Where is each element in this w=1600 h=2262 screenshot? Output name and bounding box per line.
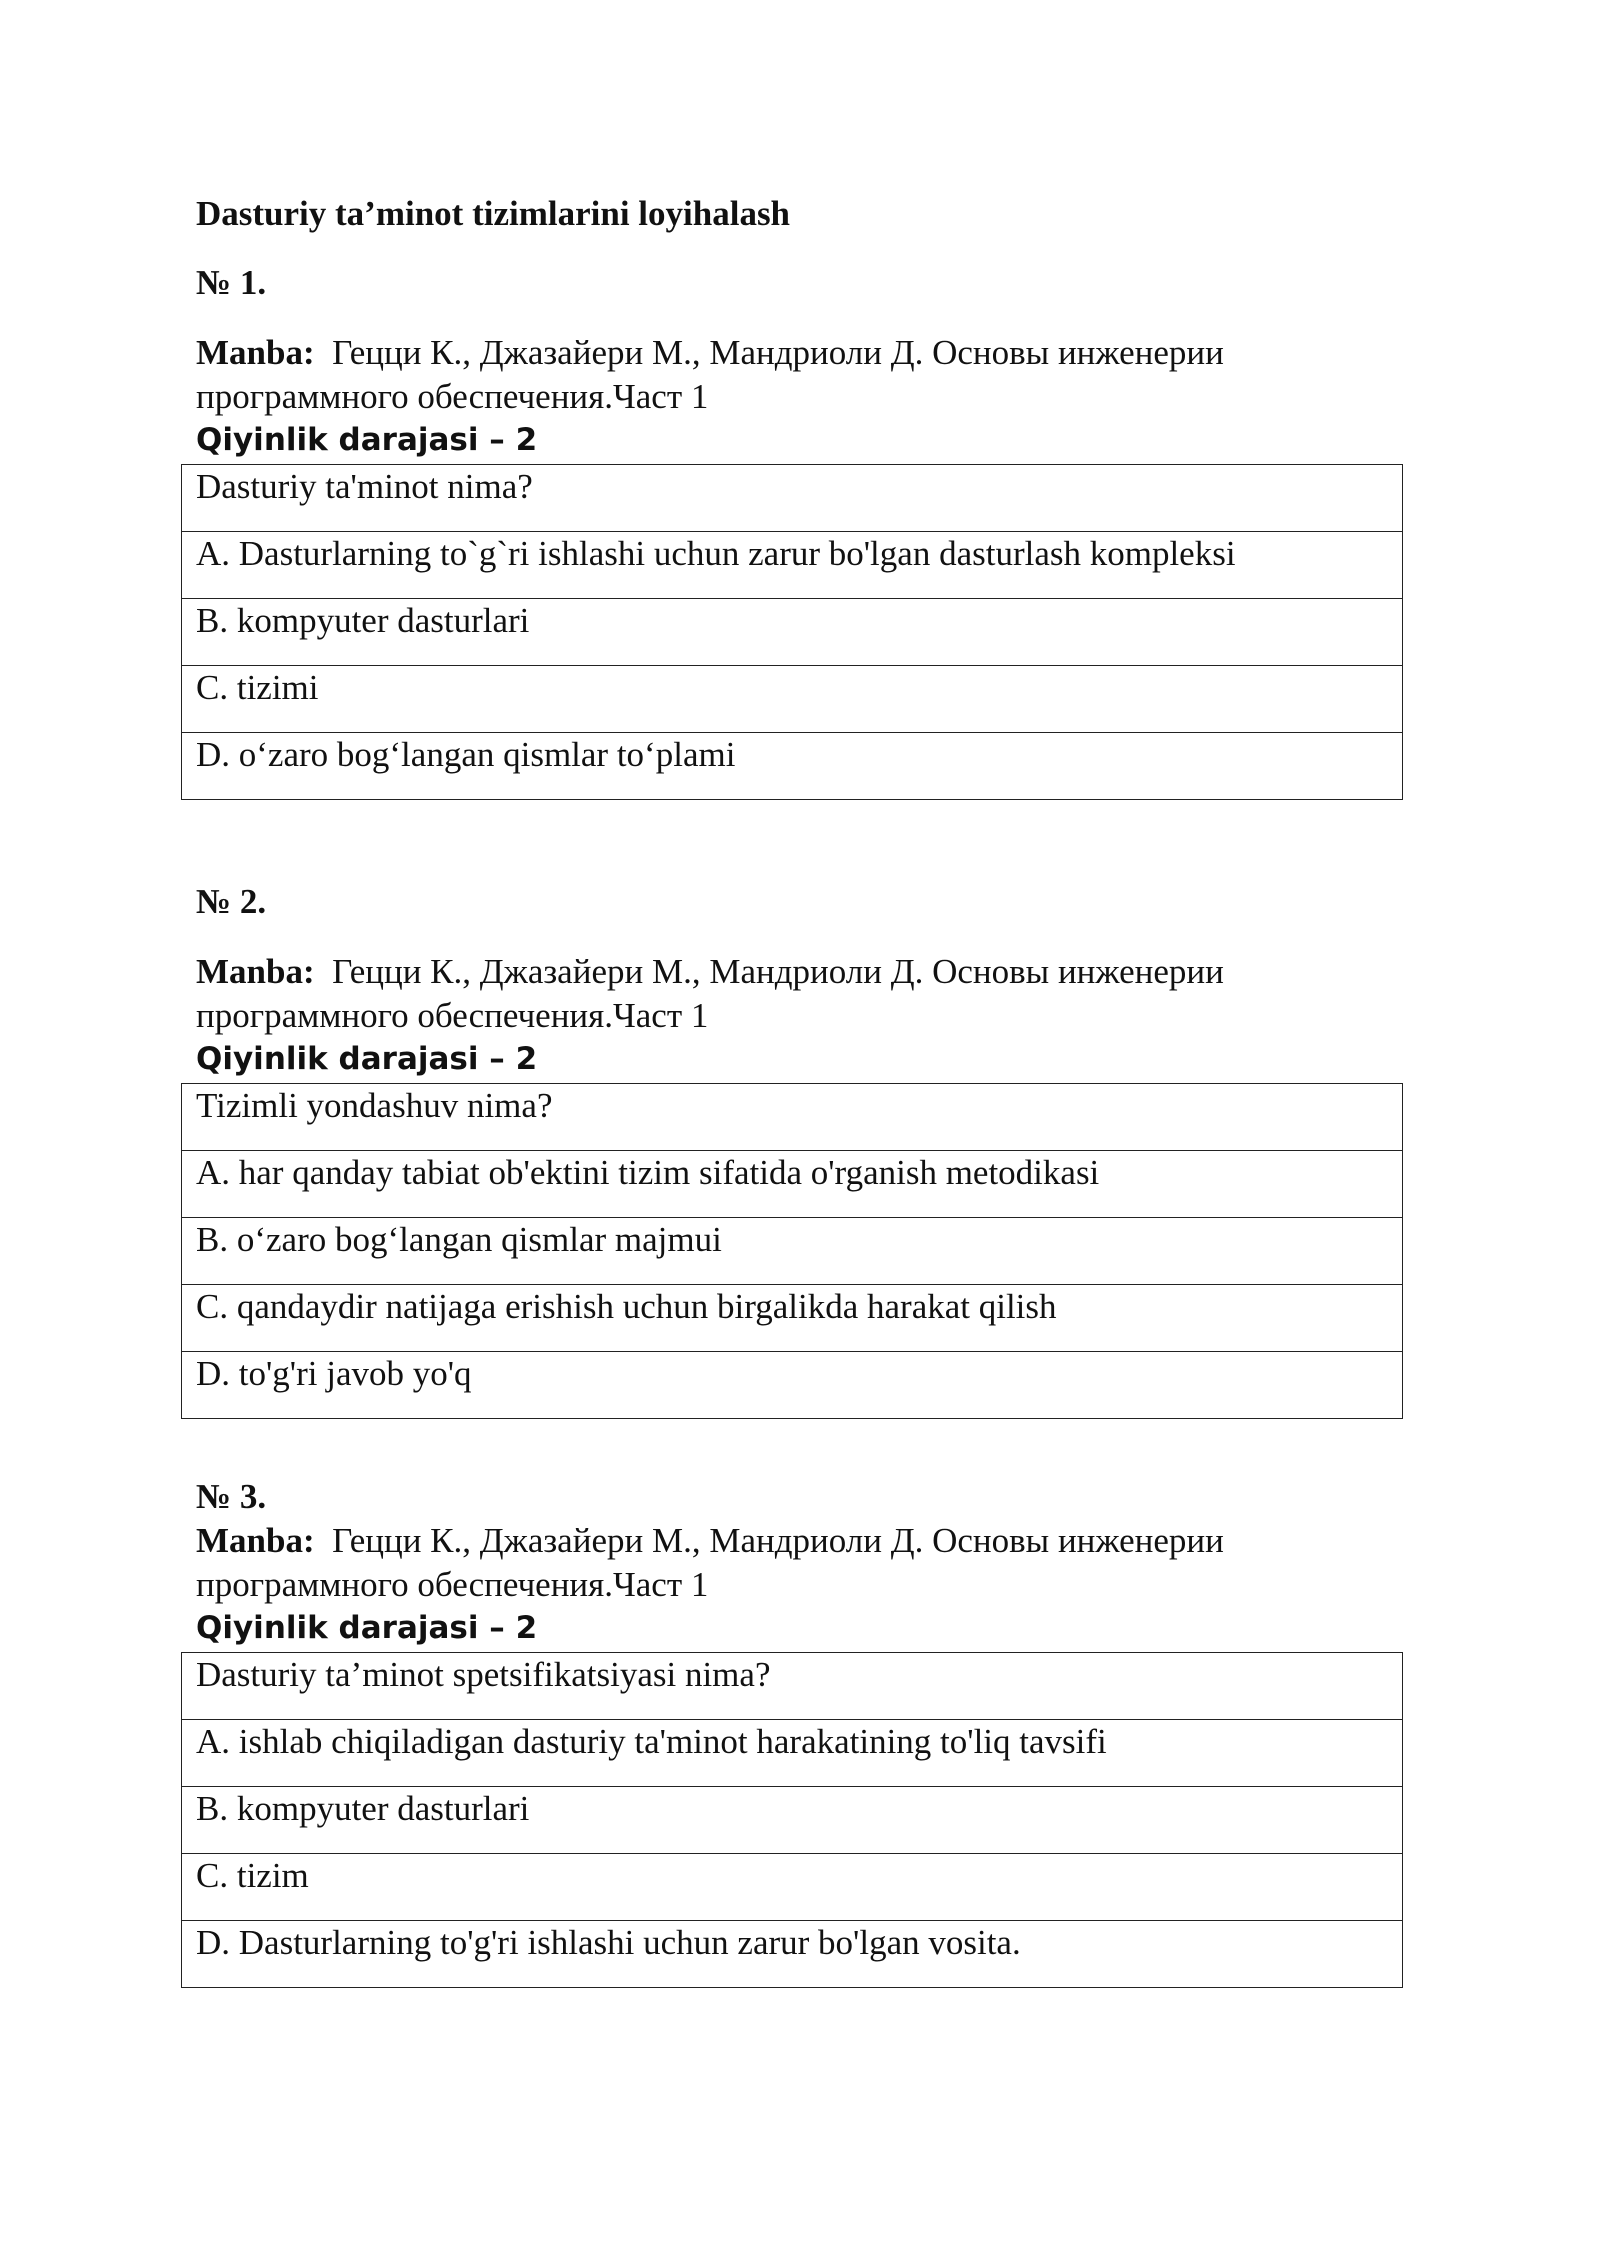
answer-option-b[interactable]: B. kompyuter dasturlari [182,599,1403,666]
question-table [181,464,1403,800]
source-text: Гецци К., Джазайери М., Мандриоли Д. Основы инженерии программного обеспечения.Част 1 [196,952,1224,1035]
answer-option-c[interactable]: C. tizim [182,1854,1403,1921]
answer-option-b[interactable]: B. kompyuter dasturlari [182,1787,1403,1854]
question-row [182,1653,1403,1720]
answer-option-row [182,1921,1403,1988]
answer-option-d[interactable]: D. to'g'ri javob yo'q [182,1352,1403,1419]
question-table [181,1652,1403,1988]
answer-option-row [182,1285,1403,1352]
answer-option-row [182,666,1403,733]
answer-option-d[interactable]: D. Dasturlarning to'g'ri ishlashi uchun zarur bo'lgan vosita. [182,1921,1403,1988]
answer-option-row [182,733,1403,800]
answer-option-row [182,1352,1403,1419]
answer-option-c[interactable]: C. qandaydir natijaga erishish uchun birgalikda harakat qilish [182,1285,1403,1352]
difficulty-label: Qiyinlik darajasi – 2 [196,1610,538,1646]
answer-option-c[interactable]: C. tizimi [182,666,1403,733]
source-label: Manba: [196,952,315,991]
question-number: № 3. [196,1477,267,1516]
source-text: Гецци К., Джазайери М., Мандриоли Д. Основы инженерии программного обеспечения.Част 1 [196,1521,1224,1604]
answer-option-row [182,1151,1403,1218]
question-source [196,331,1376,419]
answer-option-row [182,1854,1403,1921]
question-row [182,1084,1403,1151]
question-number: № 2. [196,882,267,921]
answer-option-row [182,599,1403,666]
question-source [196,1519,1376,1607]
document-title: Dasturiy ta’minot tizimlarini loyihalash [196,194,791,233]
question-text: Dasturiy ta’minot spetsifikatsiyasi nima? [182,1653,1403,1720]
question-table [181,1083,1403,1419]
question-row [182,465,1403,532]
question-text: Tizimli yondashuv nima? [182,1084,1403,1151]
question-text: Dasturiy ta'minot nima? [182,465,1403,532]
answer-option-row [182,1720,1403,1787]
answer-option-row [182,1787,1403,1854]
question-source [196,950,1376,1038]
answer-option-a[interactable]: A. Dasturlarning to`g`ri ishlashi uchun zarur bo'lgan dasturlash kompleksi [182,532,1403,599]
answer-option-d[interactable]: D. o‘zaro bog‘langan qismlar to‘plami [182,733,1403,800]
answer-option-row [182,1218,1403,1285]
source-label: Manba: [196,1521,315,1560]
answer-option-a[interactable]: A. ishlab chiqiladigan dasturiy ta'minot harakatining to'liq tavsifi [182,1720,1403,1787]
source-text: Гецци К., Джазайери М., Мандриоли Д. Основы инженерии программного обеспечения.Част 1 [196,333,1224,416]
question-number: № 1. [196,263,267,302]
difficulty-label: Qiyinlik darajasi – 2 [196,1041,538,1077]
answer-option-row [182,532,1403,599]
answer-option-a[interactable]: A. har qanday tabiat ob'ektini tizim sifatida o'rganish metodikasi [182,1151,1403,1218]
answer-option-b[interactable]: B. o‘zaro bog‘langan qismlar majmui [182,1218,1403,1285]
source-label: Manba: [196,333,315,372]
difficulty-label: Qiyinlik darajasi – 2 [196,422,538,458]
